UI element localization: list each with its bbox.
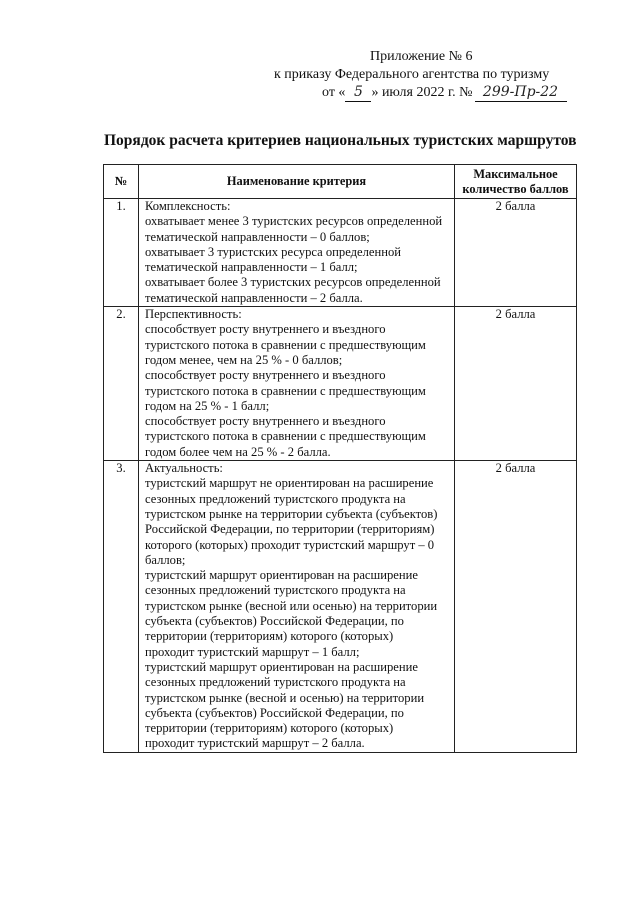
criterion-line: тематической направленности – 0 баллов; (145, 229, 370, 244)
criterion-text (139, 199, 455, 307)
document-title: Порядок расчета критериев национальных туристских маршрутов (104, 132, 577, 149)
criterion-line: годом на 25 % - 1 балл; (145, 398, 270, 413)
criterion-text (139, 307, 455, 461)
criterion-line: способствует росту внутреннего и въездного (145, 414, 386, 429)
criterion-line: проходит туристский маршрут – 2 балла. (145, 736, 365, 751)
date-middle: » июля 2022 г. № (371, 85, 473, 100)
criterion-line: проходит туристский маршрут – 1 балл; (145, 644, 360, 659)
criterion-line: туристский маршрут ориентирован на расширение (145, 659, 418, 674)
order-reference: к приказу Федерального агентства по туризму (274, 67, 550, 82)
criterion-line: субъекта (субъектов) Российской Федерации, по (145, 705, 404, 720)
criterion-line: Комплексность: (145, 199, 231, 213)
criterion-line: баллов; (145, 552, 186, 567)
date-day: 5 (345, 84, 371, 102)
criterion-line: туристский маршрут ориентирован на расширение (145, 568, 418, 583)
row-number: 2. (104, 307, 139, 461)
criterion-line: годом менее, чем на 25 % - 0 баллов; (145, 352, 343, 367)
criterion-line: сезонных предложений туристского продукта на (145, 583, 406, 598)
max-points: 2 балла (455, 461, 577, 753)
criterion-line: годом более чем на 25 % - 2 балла. (145, 444, 331, 459)
row-number: 1. (104, 199, 139, 307)
criteria-table (103, 164, 577, 753)
criterion-line: охватывает менее 3 туристских ресурсов определенной (145, 214, 443, 229)
criterion-line: территории (территориям) которого (которых) (145, 629, 394, 644)
table-header-row (104, 165, 577, 199)
column-header-criterion: Наименование критерия (139, 165, 455, 199)
criterion-line: Актуальность: (145, 461, 223, 476)
criterion-line: туристском рынке на территории субъекта (субъектов) (145, 506, 438, 521)
criterion-text (139, 461, 455, 753)
criterion-line: туристском рынке (весной или осенью) на территории (145, 598, 438, 613)
criterion-line: тематической направленности – 1 балл; (145, 260, 358, 275)
appendix-label: Приложение № 6 (370, 49, 473, 64)
criterion-line: сезонных предложений туристского продукта на (145, 675, 406, 690)
criterion-line: способствует росту внутреннего и въездного (145, 322, 386, 337)
row-number: 3. (104, 461, 139, 753)
criterion-line: Российской Федерации, по территории (территориям) (145, 522, 435, 537)
max-points: 2 балла (455, 307, 577, 461)
order-date-line (322, 84, 567, 102)
criterion-line: субъекта (субъектов) Российской Федерации, по (145, 614, 404, 629)
criterion-line: Перспективность: (145, 307, 242, 322)
criterion-line: охватывает более 3 туристских ресурсов определенной (145, 275, 441, 290)
criterion-line: туристского потока в сравнении с предшествующим (145, 337, 426, 352)
criterion-line: сезонных предложений туристского продукта на (145, 491, 406, 506)
criterion-line: охватывает 3 туристских ресурса определенной (145, 244, 402, 259)
criterion-line: способствует росту внутреннего и въездного (145, 368, 386, 383)
date-prefix: от « (322, 85, 346, 100)
table-row (104, 307, 577, 461)
criterion-line: территории (территориям) которого (которых) (145, 721, 394, 736)
criterion-line: тематической направленности – 2 балла. (145, 290, 363, 305)
column-header-points: Максимальное количество баллов (455, 165, 577, 199)
max-points: 2 балла (455, 199, 577, 307)
table-row (104, 199, 577, 307)
column-header-number: № (104, 165, 139, 199)
criterion-line: туристский маршрут не ориентирован на расширение (145, 476, 434, 491)
table-row (104, 461, 577, 753)
criterion-line: туристском рынке (весной и осенью) на территории (145, 690, 425, 705)
criterion-line: туристского потока в сравнении с предшествующим (145, 383, 426, 398)
criterion-line: туристского потока в сравнении с предшествующим (145, 429, 426, 444)
criterion-line: которого (которых) проходит туристский маршрут – 0 (145, 537, 435, 552)
order-number: 299-Пр-22 (475, 84, 567, 102)
